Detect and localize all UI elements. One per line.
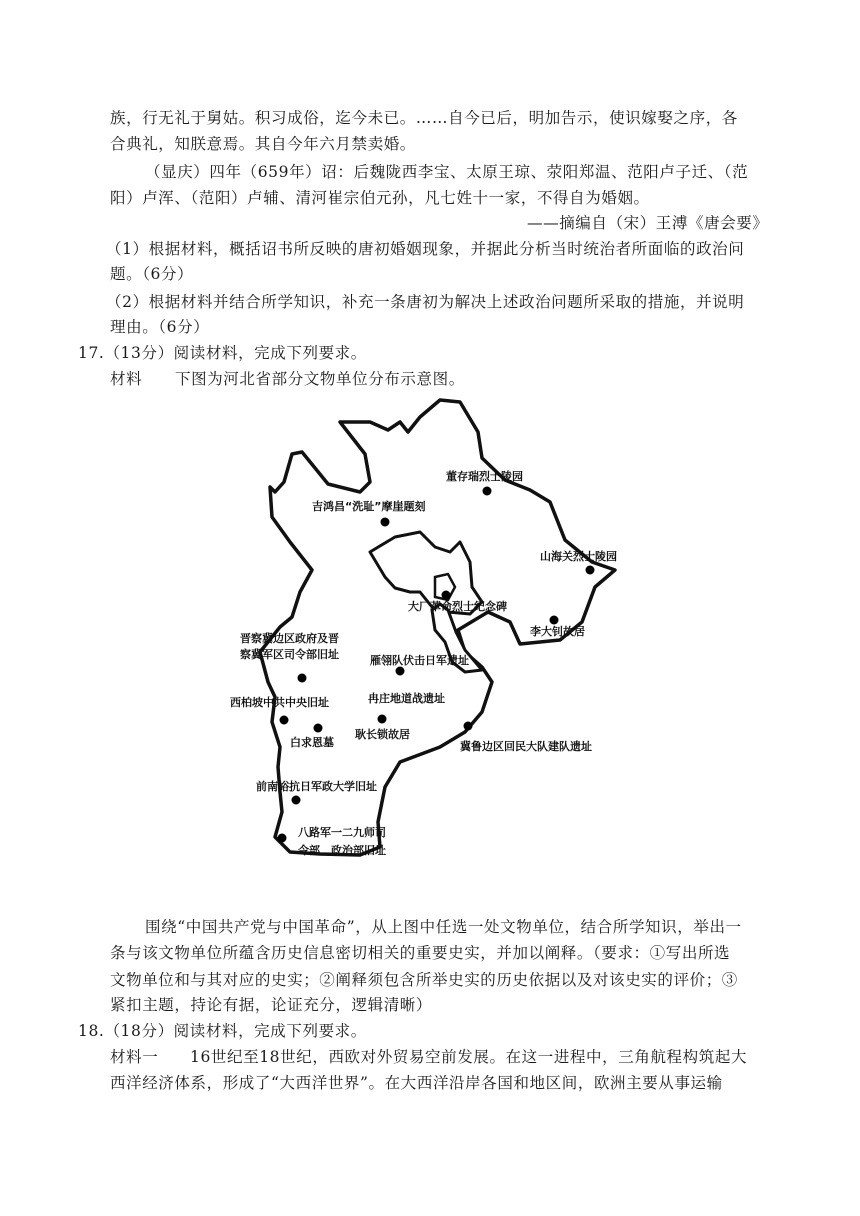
label-dachang: 大厂革命烈士纪念碑: [408, 600, 507, 613]
material-text: 下图为河北省部分文物单位分布示意图。: [175, 370, 465, 388]
source-citation: ——摘编自（宋）王溥《唐会要》: [527, 214, 769, 232]
label-jinchaji-2: 察冀军区司令部旧址: [240, 648, 339, 661]
site-dot-dachang: [442, 591, 451, 600]
site-dot-dongcunrui: [483, 487, 492, 496]
question-18-header: 18.（18分）阅读材料，完成下列要求。: [78, 1022, 367, 1040]
q17-body-2: 条与该文物单位所蕴含历史信息密切相关的重要史实，并加以阐释。（要求：①写出所选: [110, 944, 731, 962]
label-bethune: 白求恩墓: [290, 736, 334, 749]
site-dot-qiannanyu: [292, 796, 301, 805]
label-lidazhao: 李大钊故居: [530, 625, 585, 638]
site-dot-129division: [278, 834, 287, 843]
site-dot-jilu: [464, 722, 473, 731]
label-129-1: 八路军一二九师司: [298, 826, 386, 839]
label-dongcunrui: 董存瑞烈士陵园: [446, 470, 523, 483]
site-dot-yanling: [396, 667, 405, 676]
label-jilu: 冀鲁边区回民大队建队遗址: [460, 740, 592, 753]
label-genchangsuo: 耿长锁故居: [355, 728, 410, 741]
label-jihongchang: 吉鸿昌“洗耻”摩崖题刻: [312, 500, 426, 513]
passage-line-2: 合典礼，知朕意焉。其自今年六月禁卖婚。: [110, 135, 416, 153]
hebei-map: [220, 392, 640, 872]
question-16-1-cont: 题。（6分）: [110, 265, 194, 283]
site-dot-xibaipo: [280, 716, 289, 725]
material-1-label: 材料一: [110, 1048, 159, 1066]
site-dot-jinchaji: [298, 674, 307, 683]
passage-line-4: 阳）卢浑、（范阳）卢辅、清河崔宗伯元孙，凡七姓十一家，不得自为婚姻。: [110, 189, 650, 207]
label-129-2: 令部 政治部旧址: [298, 844, 386, 857]
label-yanling: 雁翎队伏击日军遗址: [370, 654, 469, 667]
material-label: 材料: [110, 370, 143, 388]
site-dot-shanhaiguan: [586, 566, 595, 575]
passage-line-3: （显庆）四年（659年）诏：后魏陇西李宝、太原王琼、荥阳郑温、范阳卢子迁、（范: [145, 163, 749, 181]
material-1-line-1: 16世纪至18世纪，西欧对外贸易空前发展。在这一进程中，三角航程构筑起大: [190, 1048, 748, 1066]
label-jinchaji-1: 晋察冀边区政府及晋: [240, 632, 339, 645]
q17-body-1: 围绕“中国共产党与中国革命”，从上图中任选一处文物单位，结合所学知识，举出一: [145, 918, 742, 936]
label-qiannanyu: 前南峪抗日军政大学旧址: [256, 780, 377, 793]
site-dot-jihongchang: [381, 518, 390, 527]
question-17-header: 17.（13分）阅读材料，完成下列要求。: [78, 344, 367, 362]
question-16-2: （2）根据材料并结合所学知识，补充一条唐初为解决上述政治问题所采取的措施，并说明: [106, 293, 745, 311]
passage-line-1: 族，行无礼于舅姑。积习成俗，迄今未已。……自今已后，明加告示，使识嫁娶之序，各: [110, 109, 738, 127]
q17-body-4: 紧扣主题，持论有据，论证充分，逻辑清晰）: [110, 996, 433, 1014]
site-dot-lidazhao: [550, 616, 559, 625]
question-16-1: （1）根据材料，概括诏书所反映的唐初婚姻现象，并据此分析当时统治者所面临的政治问: [106, 240, 745, 258]
label-ranzhuang: 冉庄地道战遗址: [368, 692, 445, 705]
label-xibaipo: 西柏坡中共中央旧址: [230, 696, 329, 709]
q17-body-3: 文物单位和与其对应的史实；②阐释须包含所举史实的历史依据以及对该史实的评价；③: [110, 971, 738, 989]
site-dot-bethune: [314, 724, 323, 733]
site-dot-genchangsuo: [378, 715, 387, 724]
label-shanhaiguan: 山海关烈士陵园: [540, 550, 617, 563]
material-1-line-2: 西洋经济体系，形成了“大西洋世界”。在大西洋沿岸各国和地区间，欧洲主要从事运输: [110, 1074, 723, 1092]
question-16-2-cont: 理由。（6分）: [110, 318, 210, 336]
